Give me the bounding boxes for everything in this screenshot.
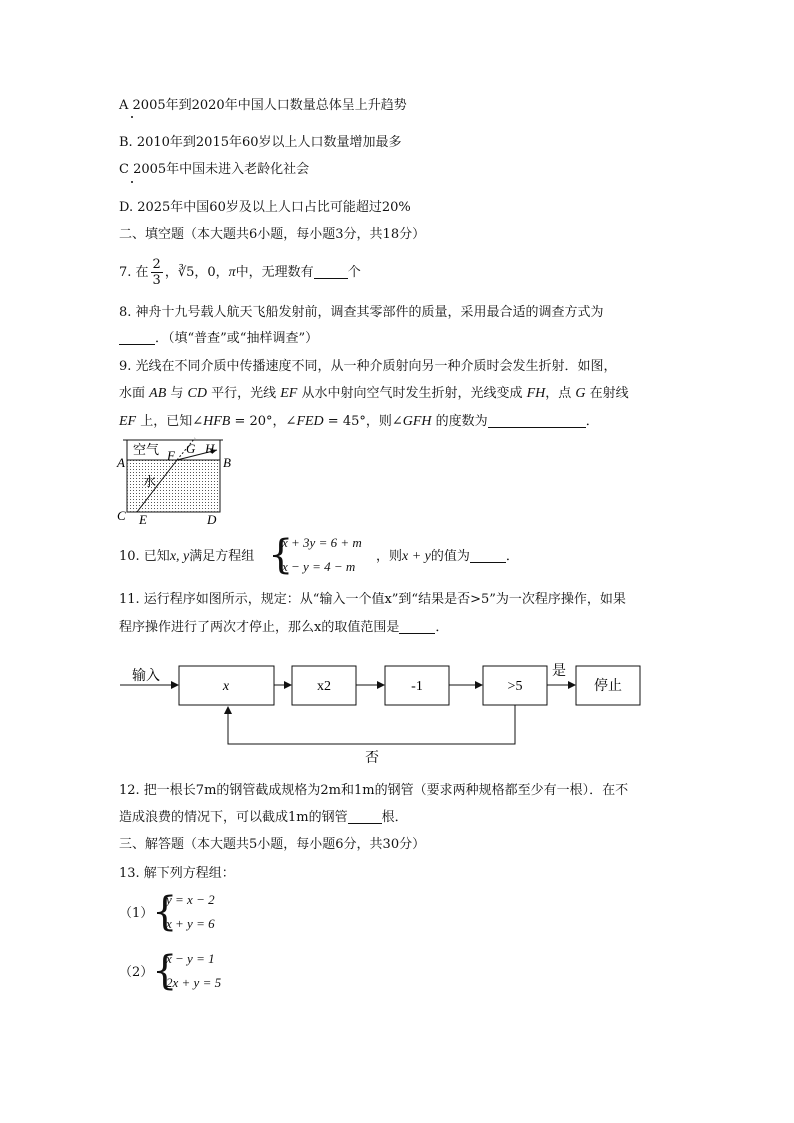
q10-system: [268, 533, 378, 579]
flow-no-label: 否: [365, 751, 379, 766]
q7-suffix: 中，无理数有: [235, 265, 314, 280]
q10-text: 满足方程组: [189, 549, 255, 564]
q10-brace: {: [268, 532, 294, 578]
q10-expr: x + y: [402, 549, 431, 564]
q9-text: 与: [166, 386, 188, 401]
q9-var-ef: EF: [119, 414, 137, 429]
q9-var-cd: CD: [187, 386, 207, 401]
q13-p2-eq-2: 2x + y = 5: [166, 975, 222, 990]
q9-text: 平行，光线: [206, 386, 281, 401]
q9-text: 水面: [119, 386, 150, 401]
q12-line-1: 12. 把一根长7m的钢管截成规格为2m和1m的钢管（要求两种规格都至少有一根）．在不: [119, 783, 629, 798]
q11-line-2: [119, 619, 448, 637]
q9-line-1: 9. 光线在不同介质中传播速度不同，从一种介质射向另一种介质时会发生折射．如图，: [119, 359, 617, 374]
q9-var-ef: EF: [280, 386, 298, 401]
label-a: A: [117, 455, 125, 470]
q8-line-2-text: ．（填“普查”或“抽样调查”）: [155, 331, 319, 346]
q10-end: ．: [505, 549, 519, 564]
q9-text: ，点: [545, 386, 576, 401]
q10-eq-1: x + 3y = 6 + m: [282, 535, 362, 550]
refraction-figure: [115, 436, 235, 528]
q13-part-2-label: （2）: [119, 965, 154, 980]
q9-var-g: G: [575, 386, 586, 401]
flow-box-x-label: x: [222, 679, 230, 694]
q13-title: 13. 解下列方程组：: [119, 866, 235, 881]
flow-yes-label: 是: [552, 664, 566, 679]
q13-p2-brace: {: [152, 948, 178, 994]
q9-var-fh: FH: [526, 386, 546, 401]
label-c: C: [117, 508, 126, 523]
q9-text: 上，已知∠: [136, 414, 204, 429]
q12-answer-blank: [348, 809, 382, 824]
q7-frac-num: 2: [152, 257, 161, 272]
q9-text: = 45°，则∠: [323, 414, 403, 429]
q8-line-2: [119, 330, 318, 348]
water-label: 水: [143, 474, 157, 489]
program-flowchart: [118, 660, 648, 770]
air-label: 空气: [133, 442, 160, 457]
q10-text: 的值为: [430, 549, 470, 564]
label-e: E: [139, 512, 147, 527]
q7-middle: ，∛5，0，: [164, 265, 229, 280]
q9-line-2: [119, 385, 629, 403]
q7-tail: 个: [347, 265, 361, 280]
q12-text: 造成浪费的情况下，可以截成1m的钢管: [119, 810, 348, 825]
q9-var-ab: AB: [149, 386, 167, 401]
q9-end: ．: [585, 414, 599, 429]
q7-answer-blank: [314, 264, 348, 279]
option-d: D. 2025年中国60岁及以上人口占比可能超过20%: [119, 200, 411, 215]
flow-box-multiply-label: x2: [317, 679, 331, 694]
q7-pi: π: [228, 265, 236, 280]
q13-part-2-system: [152, 949, 262, 995]
q11-end: ．: [435, 620, 449, 635]
q13-p1-brace: {: [152, 889, 178, 935]
q9-text: 在射线: [585, 386, 629, 401]
flow-loop-back: [228, 705, 515, 744]
label-f: F: [167, 448, 175, 463]
q10-eq-2: x − y = 4 − m: [282, 559, 356, 574]
q8-line-1: 8. 神舟十九号载人航天飞船发射前，调查其零部件的质量，采用最合适的调查方式为: [119, 305, 604, 320]
flow-box-compare-label: >5: [507, 679, 523, 694]
option-a-dot: [131, 116, 133, 118]
q9-var-fed: FED: [296, 414, 324, 429]
flow-input-label: 输入: [132, 669, 160, 684]
q11-answer-blank: [399, 619, 435, 634]
q9-answer-blank: [488, 413, 586, 428]
label-d: D: [207, 512, 217, 527]
q13-part-1-label: （1）: [119, 906, 154, 921]
q9-var-hfb: HFB: [203, 414, 231, 429]
section-3-heading: 三、解答题（本大题共5小题，每小题6分，共30分）: [119, 837, 426, 852]
q12-text: 根．: [381, 810, 408, 825]
label-b: B: [223, 455, 231, 470]
q10-text: 10. 已知: [119, 549, 170, 564]
label-g: G: [186, 441, 196, 456]
q7-frac-den: 3: [152, 273, 161, 288]
q7-prefix: 7. 在: [119, 265, 149, 280]
option-c-dot: [131, 181, 133, 183]
q8-answer-blank: [119, 330, 155, 345]
q10-prefix: [119, 548, 254, 566]
q9-text: 从水中射向空气时发生折射，光线变成: [297, 386, 527, 401]
q9-text: 的度数为: [431, 414, 488, 429]
q13-p1-eq-1: y = x − 2: [166, 892, 215, 907]
flow-box-stop-label: 停止: [594, 679, 622, 694]
q11-line-1: 11. 运行程序如图所示，规定：从“输入一个值x”到“结果是否>5”为一次程序操作，如果: [119, 592, 626, 607]
q9-text: = 20°，∠: [230, 414, 297, 429]
option-b: B. 2010年到2015年60岁以上人口数量增加最多: [119, 135, 402, 150]
q13-p2-eq-1: x − y = 1: [166, 951, 215, 966]
section-2-heading: 二、填空题（本大题共6小题，每小题3分，共18分）: [119, 227, 426, 242]
q9-line-3: [119, 413, 599, 431]
q7-fraction: [151, 257, 163, 288]
flow-box-minus-label: -1: [411, 679, 423, 694]
q10-text: ，则: [376, 549, 403, 564]
question-7: [119, 256, 361, 290]
q13-p1-eq-2: x + y = 6: [166, 916, 215, 931]
q10-suffix: [376, 548, 519, 566]
water-region: [127, 460, 220, 512]
q10-vars: x, y: [169, 549, 190, 564]
q13-part-1-system: [152, 890, 262, 936]
option-a: A 2005年到2020年中国人口数量总体呈上升趋势: [119, 98, 407, 113]
label-h: H: [205, 441, 215, 456]
q12-line-2: [119, 809, 408, 827]
q9-var-gfh: GFH: [402, 414, 432, 429]
option-c: C 2005年中国未进入老龄化社会: [119, 162, 310, 177]
q10-answer-blank: [470, 548, 506, 563]
q11-text: 程序操作进行了两次才停止，那么x的取值范围是: [119, 620, 400, 635]
